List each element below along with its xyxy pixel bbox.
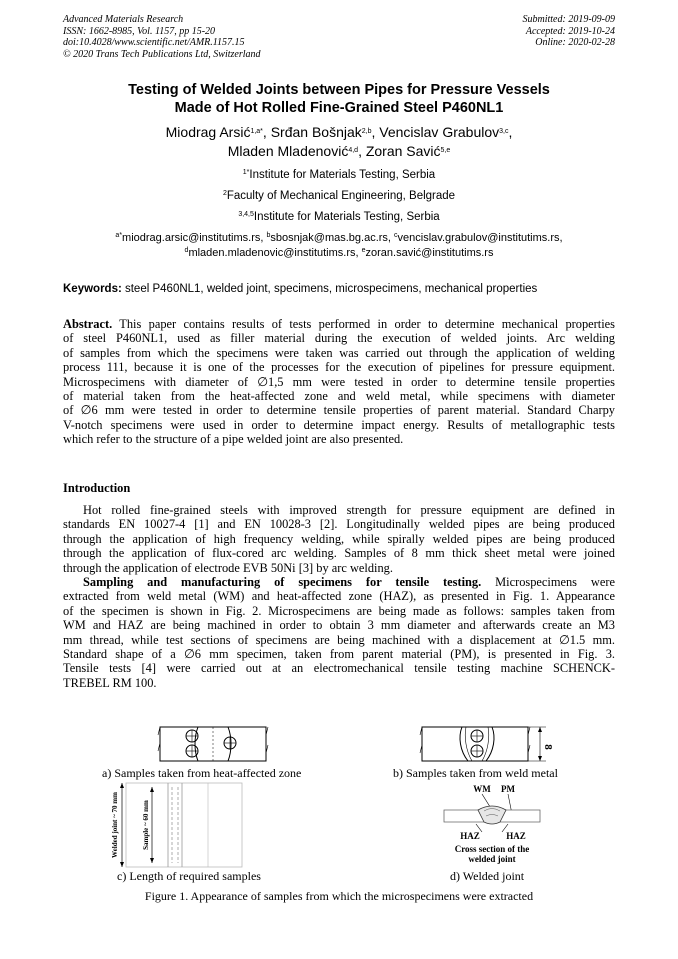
author-name: Miodrag Arsić (165, 124, 251, 140)
figure-c-caption: c) Length of required samples (117, 869, 261, 883)
author-name: Srđan Bošnjak (270, 124, 362, 140)
pm-label: PM (501, 784, 515, 794)
figure-b-caption: b) Samples taken from weld metal (393, 766, 558, 780)
journal-issn: ISSN: 1662-8985, Vol. 1157, pp 15-20 (63, 25, 216, 37)
figure-a-caption: a) Samples taken from heat-affected zone (102, 766, 302, 780)
thickness-label: 8 (542, 744, 554, 750)
figure-c-sample-length (108, 781, 248, 869)
cross-section-label-1: Cross section of the (454, 844, 530, 854)
wm-label: WM (473, 784, 491, 794)
figure-a-haz-samples (158, 723, 268, 765)
author-emails: $^{a*}$miodrag.arsic@institutims.rs, $^b$sbosnjak@mas.bg.ac.rs, $^c$vencislav.grabulov@institutims.rs, $^d$mladen.mladenovic@institutims.rs, $^e$zoran.savić@institutims.rs (115, 232, 563, 259)
welded-joint-length-label: Welded joint ~ 70 mm (111, 792, 119, 858)
author-list: Miodrag Arsić$^{1,a*}$, Srđan Bošnjak$^{2,b}$, Vencislav Grabulov$^{3,c}$, Mladen Mladenović$^{4,d}$, Zoran Savić$^{5,e}$ (165, 124, 513, 159)
paper-title: Testing of Welded Joints between Pipes for Pressure Vessels Made of Hot Rolled Fine-Grained Steel P460NL1 (128, 82, 550, 116)
intro-paragraph-2: Sampling and manufacturing of specimens for tensile testing. Microspecimens were extracted from weld metal (WM) and heat-affected zone (HAZ), as presented in Fig. 1. Appearance of the specimen is shown in Fig. 2. Microspecimens are being made as follows: samples taken from WM and HAZ are being machined in order to obtain 3 mm diameter and afterwards create an M3 mm thread, while test sections of specimens are being machined with a displacement at ∅1.5 mm. Standard shape of a ∅6 mm specimen, taken from parent material (PM), is presented in Fig. 3. Tensile tests [4] were carried out at an electromechanical tensile testing machine SCHENCK- TREBEL RM 100. (63, 575, 615, 690)
email-link[interactable]: miodrag.arsic@institutims.rs, (122, 232, 267, 244)
cross-section-label-2: welded joint (468, 854, 516, 864)
affiliation: $^{1*}$Institute for Materials Testing, Serbia (242, 169, 436, 181)
haz-right-label: HAZ (506, 831, 526, 841)
figure-b-wm-samples (418, 723, 554, 767)
author-name: Vencislav Grabulov (379, 124, 500, 140)
online-date: Online: 2020-02-28 (535, 37, 615, 48)
email-link[interactable]: vencislav.grabulov@institutims.rs, (397, 232, 563, 244)
keywords: Keywords: steel P460NL1, welded joint, specimens, microspecimens, mechanical properties (63, 283, 538, 295)
sample-length-label: Sample ~ 60 mm (142, 800, 150, 850)
journal-name: Advanced Materials Research (63, 14, 184, 25)
author-name: Zoran Savić (365, 143, 441, 159)
intro-paragraph-1: Hot rolled fine-grained steels with improved strength for pressure equipment are defined in standards EN 10027-4 [1] and EN 10028-3 [2]. Longitudinally welded pipes are being produced through the application of high frequency welding, while spirally welded pipes are being produced through the application of flux-cored arc welding. Samples of 8 mm thick sheet metal were joined through the application of electrode EVB 50Ni [3] by arc welding. (63, 503, 615, 575)
journal-header-left (63, 14, 261, 60)
affiliation: $^2$Faculty of Mechanical Engineering, Belgrade (222, 190, 456, 202)
figure-1-caption: Figure 1. Appearance of samples from which the microspecimens were extracted (144, 889, 534, 903)
author-name: Mladen Mladenović (227, 143, 349, 159)
email-link[interactable]: mladen.mladenovic@institutims.rs, (188, 246, 362, 259)
figure-d-caption: d) Welded joint (450, 869, 525, 883)
journal-copyright: © 2020 Trans Tech Publications Ltd, Switzerland (63, 48, 261, 60)
section-heading: Introduction (63, 481, 131, 495)
haz-left-label: HAZ (460, 831, 480, 841)
journal-header-right (523, 14, 616, 49)
email-link[interactable]: zoran.savić@institutims.rs (365, 246, 494, 259)
accepted-date: Accepted: 2019-10-24 (525, 25, 615, 37)
figure-d-welded-joint (440, 780, 545, 866)
email-link[interactable]: sbosnjak@mas.bg.ac.rs, (270, 232, 395, 244)
journal-doi[interactable]: doi:10.4028/www.scientific.net/AMR.1157.15 (63, 37, 245, 48)
submitted-date: Submitted: 2019-09-09 (522, 14, 615, 25)
abstract: Abstract. This paper contains results of tests performed in order to determine mechanical properties of steel P460NL1, used as filler material during the execution of welded joints. Arc welding of samples from which the specimens were taken was carried out through the application of welding process 111, because it is one of the processes for the execution of pipelines for pressure equipment. Microspecimens with diameter of ∅1,5 mm were tested in order to determine tensile properties of material taken from the heat-affected zone and weld metal, while specimens with diameter of ∅6 mm were tested in order to determine tensile properties of parent material. Standard Charpy V-notch specimens were used in order to determine impact energy. Results of metallographic tests which refer to the structure of a pipe welded joint are also presented. (63, 317, 615, 447)
affiliation: $^{3,4,5}$Institute for Materials Testing, Serbia (238, 211, 440, 223)
